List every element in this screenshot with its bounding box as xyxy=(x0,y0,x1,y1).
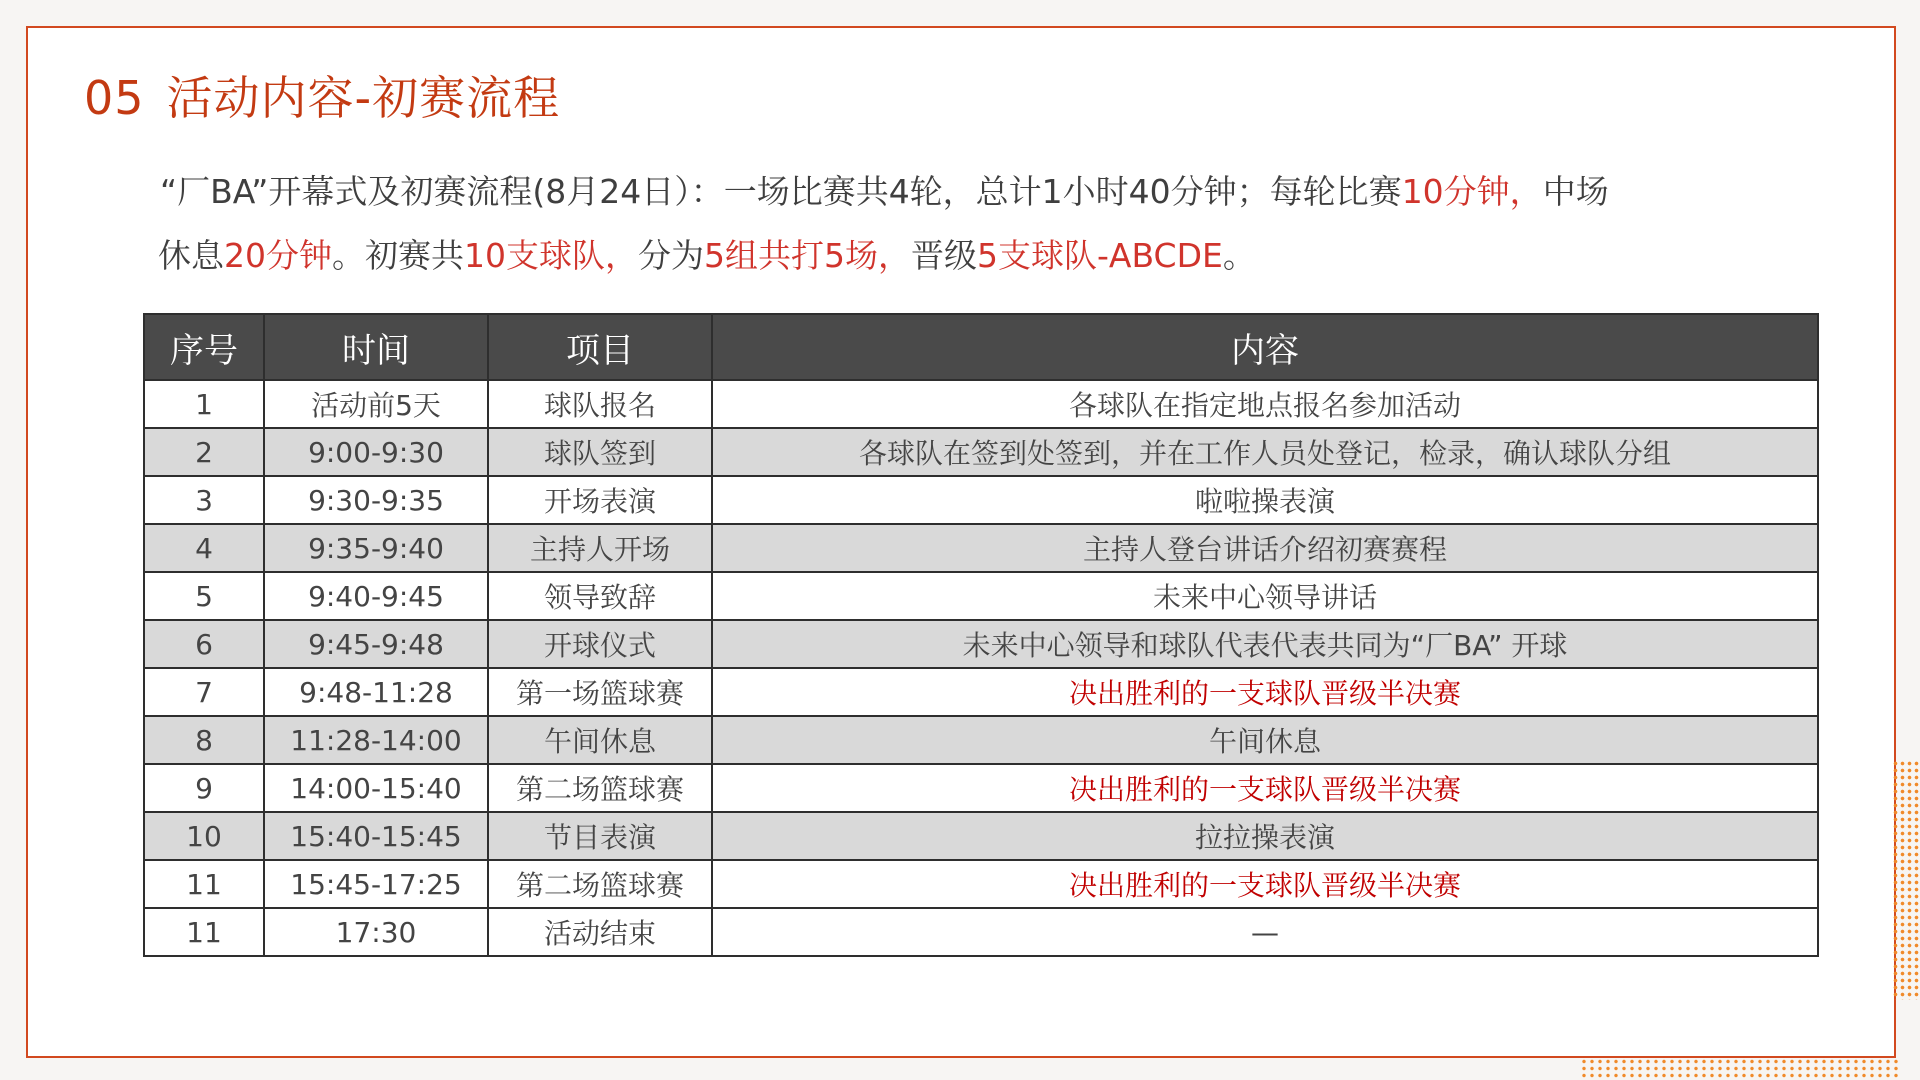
cell-index: 8 xyxy=(144,716,264,764)
page-title xyxy=(84,62,560,128)
table-row xyxy=(144,812,1818,860)
cell-content: 未来中心领导和球队代表代表共同为“厂BA” 开球 xyxy=(712,620,1818,668)
cell-time: 9:40-9:45 xyxy=(264,572,488,620)
cell-index: 4 xyxy=(144,524,264,572)
table-row xyxy=(144,524,1818,572)
section-number: 05 xyxy=(84,71,145,125)
cell-content: 主持人登台讲话介绍初赛赛程 xyxy=(712,524,1818,572)
cell-item: 球队报名 xyxy=(488,380,712,428)
cell-content: 午间休息 xyxy=(712,716,1818,764)
cell-index: 5 xyxy=(144,572,264,620)
decorative-dots-right xyxy=(1892,760,1920,1000)
cell-index: 11 xyxy=(144,908,264,956)
cell-time: 9:30-9:35 xyxy=(264,476,488,524)
schedule-table xyxy=(143,313,1819,957)
cell-content: 决出胜利的一支球队晋级半决赛 xyxy=(712,668,1818,716)
cell-item: 开场表演 xyxy=(488,476,712,524)
cell-item: 节目表演 xyxy=(488,812,712,860)
cell-content: — xyxy=(712,908,1818,956)
cell-index: 9 xyxy=(144,764,264,812)
table-row xyxy=(144,908,1818,956)
cell-item: 第二场篮球赛 xyxy=(488,764,712,812)
cell-item: 主持人开场 xyxy=(488,524,712,572)
cell-index: 10 xyxy=(144,812,264,860)
cell-index: 11 xyxy=(144,860,264,908)
cell-item: 午间休息 xyxy=(488,716,712,764)
decorative-dots-bottom xyxy=(1580,1058,1900,1080)
table-row xyxy=(144,380,1818,428)
cell-time: 9:35-9:40 xyxy=(264,524,488,572)
cell-content: 拉拉操表演 xyxy=(712,812,1818,860)
cell-item: 活动结束 xyxy=(488,908,712,956)
cell-content: 各球队在指定地点报名参加活动 xyxy=(712,380,1818,428)
header-time: 时间 xyxy=(264,314,488,380)
cell-time: 11:28-14:00 xyxy=(264,716,488,764)
cell-item: 第二场篮球赛 xyxy=(488,860,712,908)
table-row xyxy=(144,572,1818,620)
cell-item: 第一场篮球赛 xyxy=(488,668,712,716)
cell-time: 17:30 xyxy=(264,908,488,956)
table-row xyxy=(144,476,1818,524)
cell-index: 1 xyxy=(144,380,264,428)
table-row xyxy=(144,764,1818,812)
cell-time: 活动前5天 xyxy=(264,380,488,428)
cell-index: 3 xyxy=(144,476,264,524)
cell-time: 9:48-11:28 xyxy=(264,668,488,716)
cell-index: 6 xyxy=(144,620,264,668)
cell-time: 9:45-9:48 xyxy=(264,620,488,668)
cell-item: 球队签到 xyxy=(488,428,712,476)
header-content: 内容 xyxy=(712,314,1818,380)
cell-content: 未来中心领导讲话 xyxy=(712,572,1818,620)
table-row xyxy=(144,428,1818,476)
intro-line-1: “厂BA”开幕式及初赛流程(8月24日）：一场比赛共4轮，总计1小时40分钟；每轮比赛10分钟，中场 xyxy=(160,172,1609,211)
cell-index: 7 xyxy=(144,668,264,716)
cell-content: 决出胜利的一支球队晋级半决赛 xyxy=(712,860,1818,908)
table-row xyxy=(144,716,1818,764)
cell-time: 9:00-9:30 xyxy=(264,428,488,476)
cell-content: 啦啦操表演 xyxy=(712,476,1818,524)
table-row xyxy=(144,620,1818,668)
cell-item: 领导致辞 xyxy=(488,572,712,620)
section-title: 活动内容-初赛流程 xyxy=(166,71,561,125)
intro-line-2: 休息20分钟。初赛共10支球队，分为5组共打5场，晋级5支球队-ABCDE。 xyxy=(158,236,1256,275)
cell-time: 14:00-15:40 xyxy=(264,764,488,812)
table-row xyxy=(144,860,1818,908)
cell-time: 15:45-17:25 xyxy=(264,860,488,908)
cell-content: 决出胜利的一支球队晋级半决赛 xyxy=(712,764,1818,812)
intro-paragraph xyxy=(160,160,1780,288)
header-index: 序号 xyxy=(144,314,264,380)
table-row xyxy=(144,668,1818,716)
header-item: 项目 xyxy=(488,314,712,380)
cell-content: 各球队在签到处签到，并在工作人员处登记，检录，确认球队分组 xyxy=(712,428,1818,476)
cell-index: 2 xyxy=(144,428,264,476)
cell-item: 开球仪式 xyxy=(488,620,712,668)
table-header-row xyxy=(144,314,1818,380)
cell-time: 15:40-15:45 xyxy=(264,812,488,860)
